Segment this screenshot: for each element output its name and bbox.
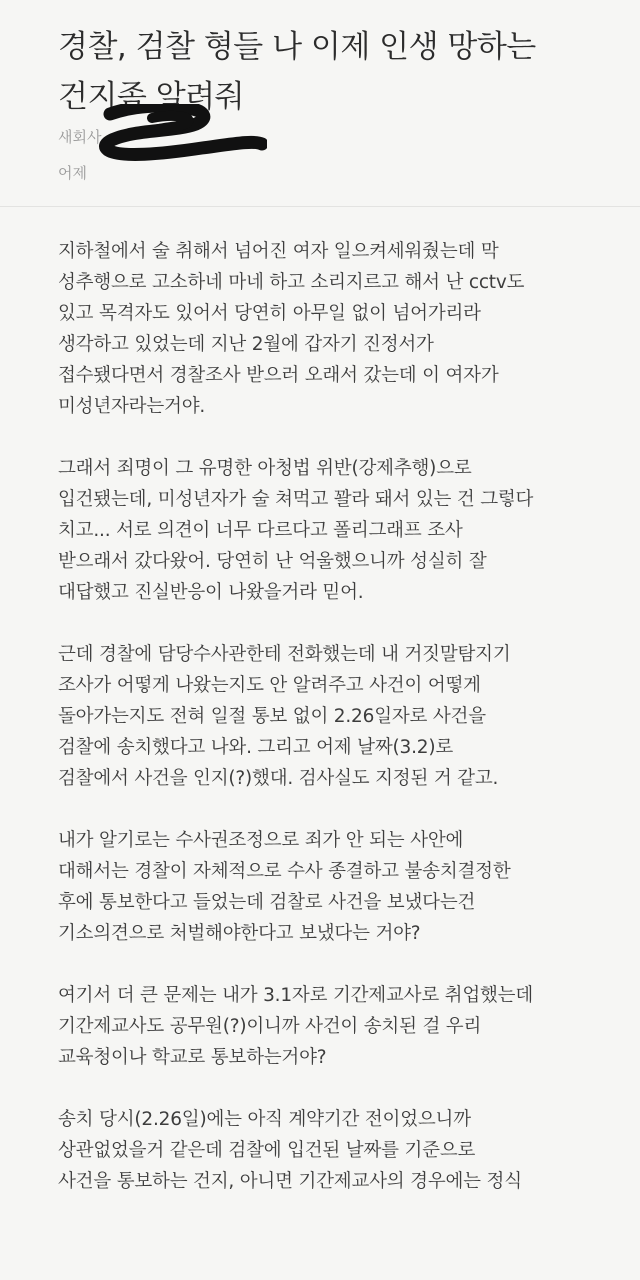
body-line: 기간제교사도 공무원(?)이니까 사건이 송치된 걸 우리: [58, 1016, 482, 1037]
post-category: 새회사: [58, 128, 102, 146]
post-body: [58, 236, 628, 1228]
body-paragraph: [58, 825, 628, 949]
body-line: 조사가 어떻게 나왔는지도 안 알려주고 사건이 어떻게: [58, 675, 481, 696]
redaction-scribble: [92, 104, 267, 164]
post-title-line: 건지좀 알려줘: [58, 79, 245, 115]
body-line: 미성년자라는거야.: [58, 396, 206, 417]
body-line: 지하철에서 술 취해서 넘어진 여자 일으켜세워줬는데 막: [58, 241, 499, 262]
body-line: 여기서 더 큰 문제는 내가 3.1자로 기간제교사로 취업했는데: [58, 985, 534, 1006]
body-paragraph: [58, 1104, 628, 1197]
body-line: 검찰에 송치했다고 나와. 그리고 어제 날짜(3.2)로: [58, 737, 454, 758]
body-paragraph: [58, 639, 628, 794]
body-line: 접수됐다면서 경찰조사 받으러 오래서 갔는데 이 여자가: [58, 365, 499, 386]
body-line: 상관없었을거 같은데 검찰에 입건된 날짜를 기준으로: [58, 1140, 476, 1161]
body-line: 치고... 서로 의견이 너무 다르다고 폴리그래프 조사: [58, 520, 463, 541]
body-line: 받으래서 갔다왔어. 당연히 난 억울했으니까 성실히 잘: [58, 551, 487, 572]
body-line: 대해서는 경찰이 자체적으로 수사 종결하고 불송치결정한: [58, 861, 511, 882]
body-line: 검찰에서 사건을 인지(?)했대. 검사실도 지정된 거 같고.: [58, 768, 499, 789]
body-paragraph: [58, 236, 628, 422]
header-divider: [0, 206, 640, 207]
body-line: 사건을 통보하는 건지, 아니면 기간제교사의 경우에는 정식: [58, 1171, 522, 1192]
body-line: 생각하고 있었는데 지난 2월에 갑자기 진정서가: [58, 334, 434, 355]
body-line: 있고 목격자도 있어서 당연히 아무일 없이 넘어가리라: [58, 303, 481, 324]
body-paragraph: [58, 453, 628, 608]
body-line: 돌아가는지도 전혀 일절 통보 없이 2.26일자로 사건을: [58, 706, 486, 727]
body-line: 그래서 죄명이 그 유명한 아청법 위반(강제추행)으로: [58, 458, 472, 479]
body-line: 기소의견으로 처벌해야한다고 보냈다는 거야?: [58, 923, 421, 944]
body-line: 대답했고 진실반응이 나왔을거라 믿어.: [58, 582, 364, 603]
body-line: 후에 통보한다고 들었는데 검찰로 사건을 보냈다는건: [58, 892, 476, 913]
body-line: 내가 알기로는 수사권조정으로 죄가 안 되는 사안에: [58, 830, 464, 851]
body-paragraph: [58, 980, 628, 1073]
body-line: 입건됐는데, 미성년자가 술 쳐먹고 꽐라 돼서 있는 건 그렇다: [58, 489, 534, 510]
body-line: 송치 당시(2.26일)에는 아직 계약기간 전이었으니까: [58, 1109, 471, 1130]
post-date: 어제: [58, 164, 87, 182]
body-line: 근데 경찰에 담당수사관한테 전화했는데 내 거짓말탐지기: [58, 644, 511, 665]
body-line: 성추행으로 고소하네 마네 하고 소리지르고 해서 난 cctv도: [58, 272, 525, 293]
post-title-line: 경찰, 검찰 형들 나 이제 인생 망하는: [58, 29, 536, 65]
body-line: 교육청이나 학교로 통보하는거야?: [58, 1047, 327, 1068]
